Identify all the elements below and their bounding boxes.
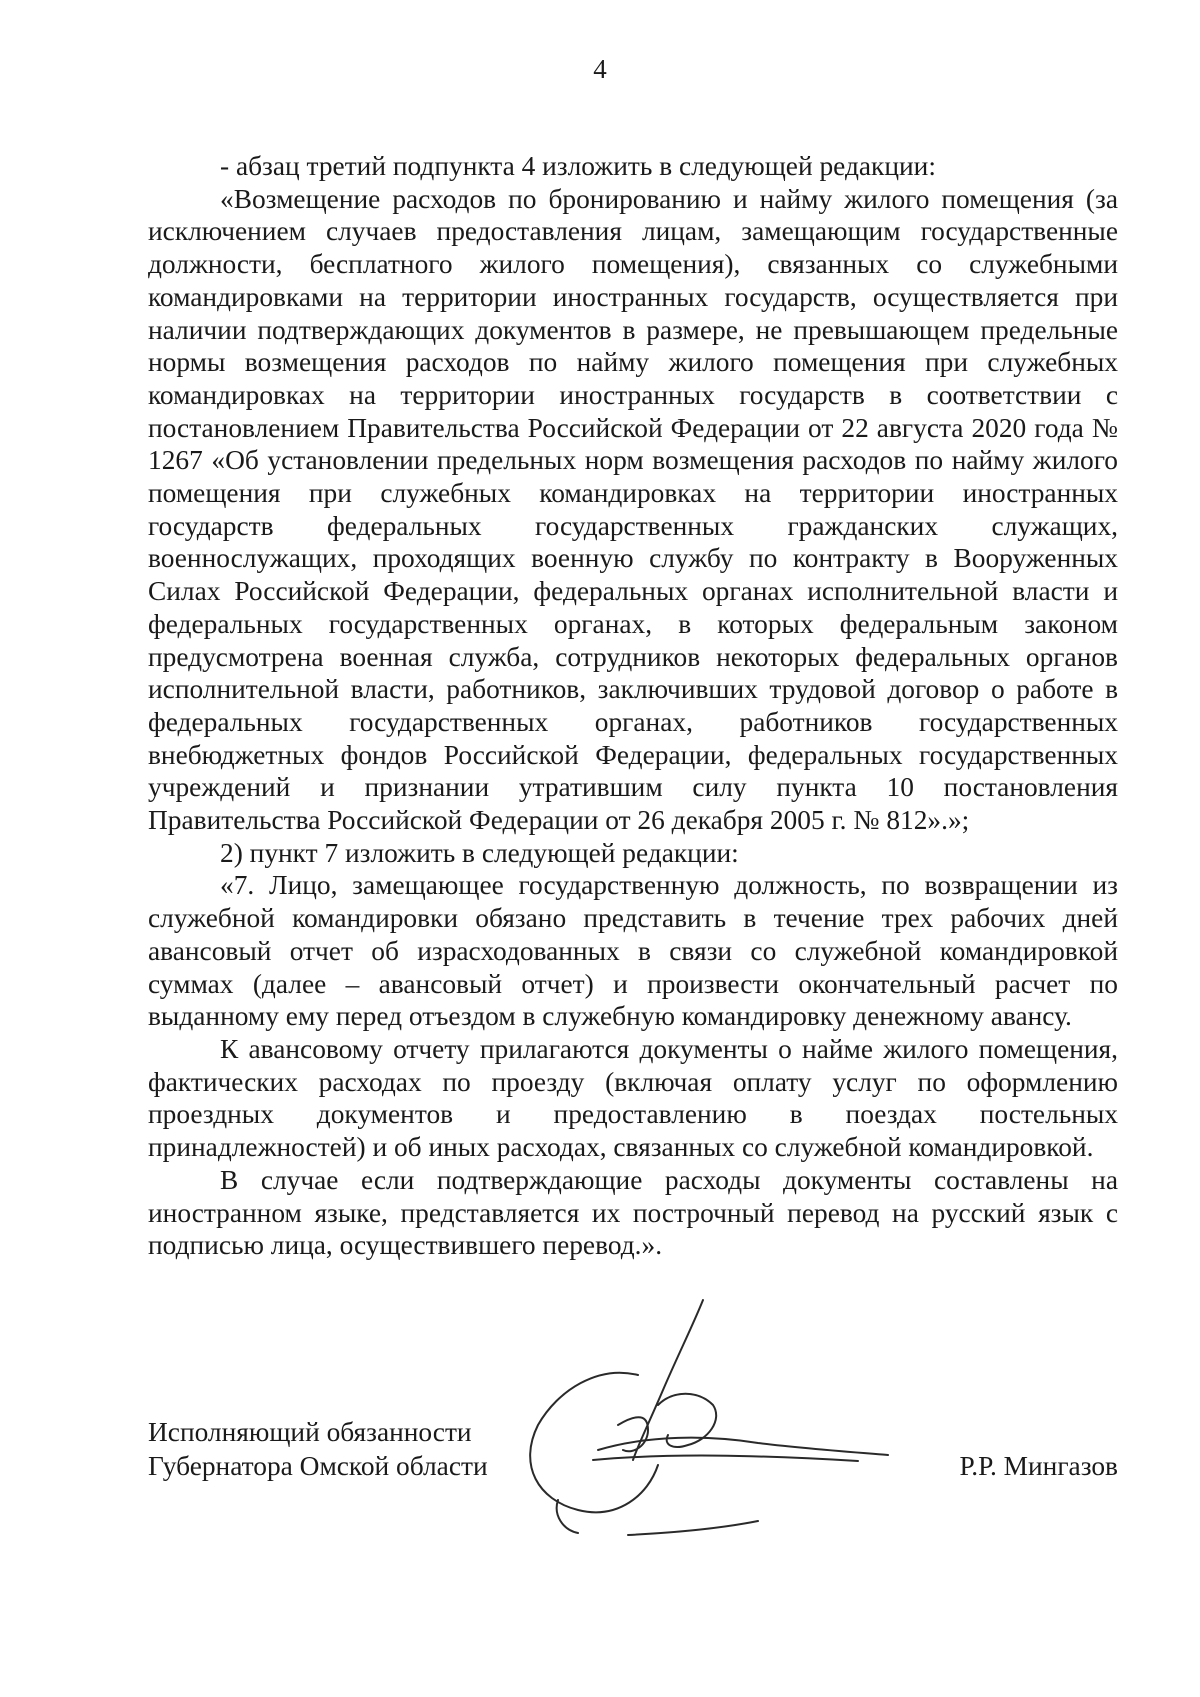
- paragraph-accommodation-expenses: «Возмещение расходов по бронированию и найму жилого помещения (за исключением случаев предоставления лицам, замещающим государственные должности, бесплатного жилого помещения), связанных со служебными командировками на территории иностранных государств, осуществляется при наличии подтверждающих документов в размере, не превышающем предельные нормы возмещения расходов по найму жилого помещения при служебных командировках на территории иностранных государств в соответствии с постановлением Правительства Российской Федерации от 22 августа 2020 года № 1267 «Об установлении предельных норм возмещения расходов по найму жилого помещения при служебных командировках на территории иностранных государств федеральных государственных гражданских служащих, военнослужащих, проходящих военную службу по контракту в Вооруженных Силах Российской Федерации, федеральных органах исполнительной власти и федеральных государственных органах, в которых федеральным законом предусмотрена военная служба, сотрудников некоторых федеральных органов исполнительной власти, работников, заключивших трудовой договор о работе в федеральных государственных органах, работников государственных внебюджетных фондов Российской Федерации, федеральных государственных учреждений и признании утратившим силу пункта 10 постановления Правительства Российской Федерации от 26 декабря 2005 г. № 812».»;: [148, 183, 1118, 836]
- paragraph-advance-report: «7. Лицо, замещающее государственную должность, по возвращении из служебной командировки обязано представить в течение трех рабочих дней авансовый отчет об израсходованных в связи со служебной командировкой суммах (далее – авансовый отчет) и произвести окончательный расчет по выданному ему перед отъездом в служебную командировку денежному авансу.: [148, 870, 1118, 1032]
- page-number: 4: [593, 54, 607, 84]
- paragraph-amendment-intro: - абзац третий подпункта 4 изложить в следующей редакции:: [220, 151, 936, 181]
- document-body: [148, 150, 1118, 1262]
- signatory-title: [148, 1415, 488, 1483]
- paragraph-foreign-language: В случае если подтверждающие расходы документы составлены на иностранном языке, представляется их построчный перевод на русский язык с подписью лица, осуществившего перевод.».: [148, 1164, 1118, 1261]
- signatory-title-line2: Губернатора Омской области: [148, 1451, 488, 1481]
- signatory-title-line1: Исполняющий обязанности: [148, 1417, 472, 1447]
- paragraph-item-7-intro: 2) пункт 7 изложить в следующей редакции:: [220, 837, 739, 868]
- signature-block: [148, 1415, 1118, 1615]
- paragraph-attached-documents: К авансовому отчету прилагаются документы о найме жилого помещения, фактических расходах по проезду (включая оплату услуг по оформлению проездных документов и предоставлению в поездах постельных принадлежностей) и об иных расходах, связанных со служебной командировкой.: [148, 1033, 1118, 1163]
- signatory-name: Р.Р. Мингазов: [959, 1451, 1118, 1481]
- handwritten-signature: [498, 1295, 918, 1555]
